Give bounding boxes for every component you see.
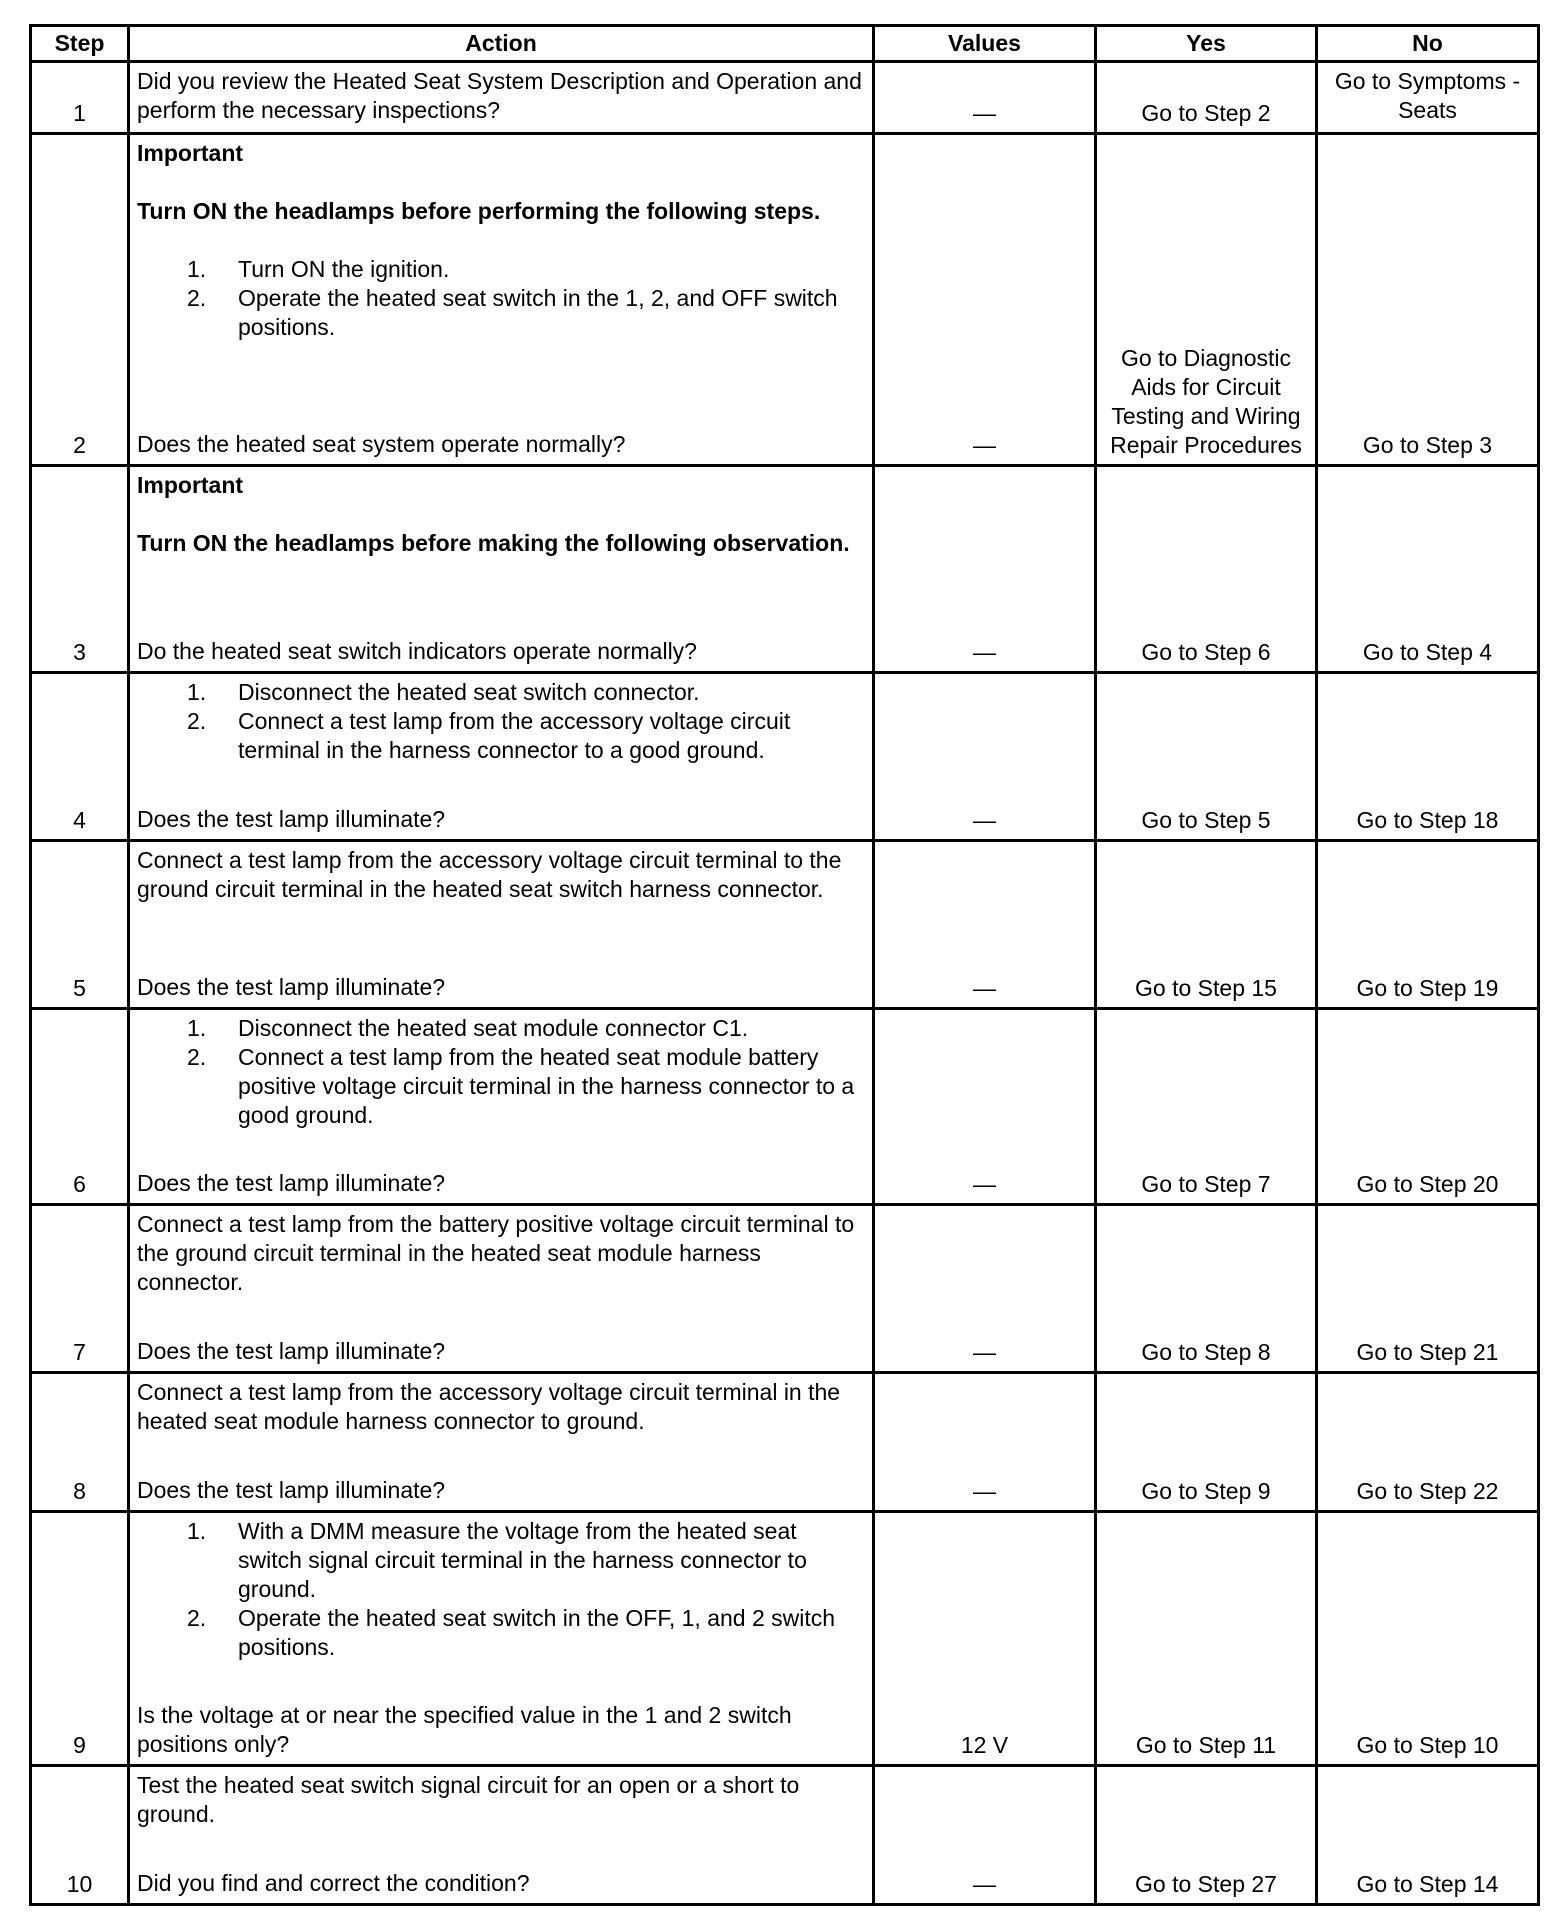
action-cell [129,134,874,466]
yes-outcome: Go to Step 7 [1096,1009,1317,1205]
no-outcome: Go to Step 18 [1317,673,1539,841]
no-outcome: Go to Step 3 [1317,134,1539,466]
table-row [31,1205,1539,1373]
action-cell [129,62,874,134]
yes-outcome: Go to Step 15 [1096,841,1317,1009]
table-row [31,1766,1539,1905]
action-step-text: Connect a test lamp from the accessory voltage circuit terminal in the harness connector to a good ground. [238,708,791,763]
action-step-item [137,255,865,284]
action-step-text: Operate the heated seat switch in the 1, 2, and OFF switch positions. [238,285,838,340]
action-steps-list [137,1014,865,1130]
action-step-text: Turn ON the ignition. [238,256,450,282]
value-cell: — [874,1205,1096,1373]
header-values: Values [874,26,1096,62]
value-cell: — [874,466,1096,673]
action-text: Connect a test lamp from the battery positive voltage circuit terminal to the ground circuit terminal in the heated seat module harness connector. [137,1211,855,1295]
table-row [31,1009,1539,1205]
table-row [31,1373,1539,1512]
table-row [31,134,1539,466]
value-cell: — [874,134,1096,466]
table-row [31,1512,1539,1766]
action-question: Did you find and correct the condition? [137,1870,530,1896]
action-question: Does the test lamp illuminate? [137,806,446,832]
action-step-text: Disconnect the heated seat switch connector. [238,679,700,705]
action-question: Is the voltage at or near the specified value in the 1 and 2 switch positions only? [137,1702,792,1757]
value-cell: — [874,1009,1096,1205]
value-cell: — [874,841,1096,1009]
important-label: Important [137,472,244,498]
step-number: 6 [31,1009,129,1205]
header-step: Step [31,26,129,62]
action-step-item [137,1517,865,1604]
value-cell: — [874,1373,1096,1512]
action-steps-list [137,1517,865,1662]
table-body [31,62,1539,1905]
action-step-number: 2. [187,708,207,734]
action-step-text: Operate the heated seat switch in the OFF, 1, and 2 switch positions. [238,1605,836,1660]
action-steps-list [137,678,865,765]
yes-outcome: Go to Step 9 [1096,1373,1317,1512]
step-number: 2 [31,134,129,466]
step-number: 5 [31,841,129,1009]
header-yes: Yes [1096,26,1317,62]
action-step-item [137,284,865,342]
step-number: 9 [31,1512,129,1766]
action-step-item [137,1043,865,1130]
yes-outcome: Go to Step 5 [1096,673,1317,841]
action-cell [129,1512,874,1766]
header-action: Action [129,26,874,62]
action-question: Does the test lamp illuminate? [137,974,446,1000]
action-cell [129,1373,874,1512]
step-number: 3 [31,466,129,673]
yes-outcome: Go to Step 11 [1096,1512,1317,1766]
table-row [31,466,1539,673]
value-cell: — [874,673,1096,841]
action-step-item [137,707,865,765]
no-outcome: Go to Step 19 [1317,841,1539,1009]
action-text: Connect a test lamp from the accessory voltage circuit terminal in the heated seat module harness connector to ground. [137,1379,841,1434]
no-outcome: Go to Step 21 [1317,1205,1539,1373]
action-step-number: 1. [187,1015,207,1041]
step-number: 8 [31,1373,129,1512]
action-cell [129,466,874,673]
action-question: Does the test lamp illuminate? [137,1170,446,1196]
value-cell: — [874,1766,1096,1905]
yes-outcome: Go to Step 2 [1096,62,1317,134]
action-question: Does the test lamp illuminate? [137,1338,446,1364]
header-row [31,26,1539,62]
no-outcome: Go to Step 22 [1317,1373,1539,1512]
value-cell: 12 V [874,1512,1096,1766]
action-steps-list [137,255,865,342]
action-step-number: 2. [187,1605,207,1631]
yes-outcome: Go to Step 27 [1096,1766,1317,1905]
table-row [31,841,1539,1009]
table-row [31,673,1539,841]
step-number: 7 [31,1205,129,1373]
action-step-item [137,678,865,707]
header-no: No [1317,26,1539,62]
diagnostic-table [29,24,1540,1906]
step-number: 4 [31,673,129,841]
action-text: Did you review the Heated Seat System Description and Operation and perform the necessary inspections? [137,68,862,123]
action-text: Test the heated seat switch signal circuit for an open or a short to ground. [137,1772,800,1827]
action-step-item [137,1604,865,1662]
no-outcome: Go to Step 20 [1317,1009,1539,1205]
no-outcome: Go to Step 4 [1317,466,1539,673]
table-row [31,62,1539,134]
action-step-number: 1. [187,256,207,282]
action-step-number: 2. [187,1044,207,1070]
action-question: Does the heated seat system operate normally? [137,431,626,457]
action-cell [129,673,874,841]
no-outcome: Go to Step 14 [1317,1766,1539,1905]
step-number: 10 [31,1766,129,1905]
no-outcome: Go to Step 10 [1317,1512,1539,1766]
important-instruction: Turn ON the headlamps before performing the following steps. [137,198,821,224]
value-cell: — [874,62,1096,134]
action-step-text: With a DMM measure the voltage from the heated seat switch signal circuit terminal in the harness connector to ground. [238,1518,807,1602]
action-text: Connect a test lamp from the accessory voltage circuit terminal to the ground circuit terminal in the heated seat switch harness connector. [137,847,842,902]
action-cell [129,1205,874,1373]
yes-outcome: Go to Diagnostic Aids for Circuit Testing and Wiring Repair Procedures [1096,134,1317,466]
action-step-text: Disconnect the heated seat module connector C1. [238,1015,749,1041]
action-cell [129,1009,874,1205]
yes-outcome: Go to Step 8 [1096,1205,1317,1373]
action-step-number: 1. [187,1518,207,1544]
action-cell [129,1766,874,1905]
action-step-item [137,1014,865,1043]
important-instruction: Turn ON the headlamps before making the following observation. [137,530,850,556]
action-question: Does the test lamp illuminate? [137,1477,446,1503]
action-step-number: 1. [187,679,207,705]
yes-outcome: Go to Step 6 [1096,466,1317,673]
action-step-number: 2. [187,285,207,311]
step-number: 1 [31,62,129,134]
action-step-text: Connect a test lamp from the heated seat module battery positive voltage circuit terminal in the harness connector to a good ground. [238,1044,855,1128]
important-label: Important [137,140,244,166]
action-question: Do the heated seat switch indicators operate normally? [137,638,697,664]
no-outcome: Go to Symptoms - Seats [1317,62,1539,134]
action-cell [129,841,874,1009]
